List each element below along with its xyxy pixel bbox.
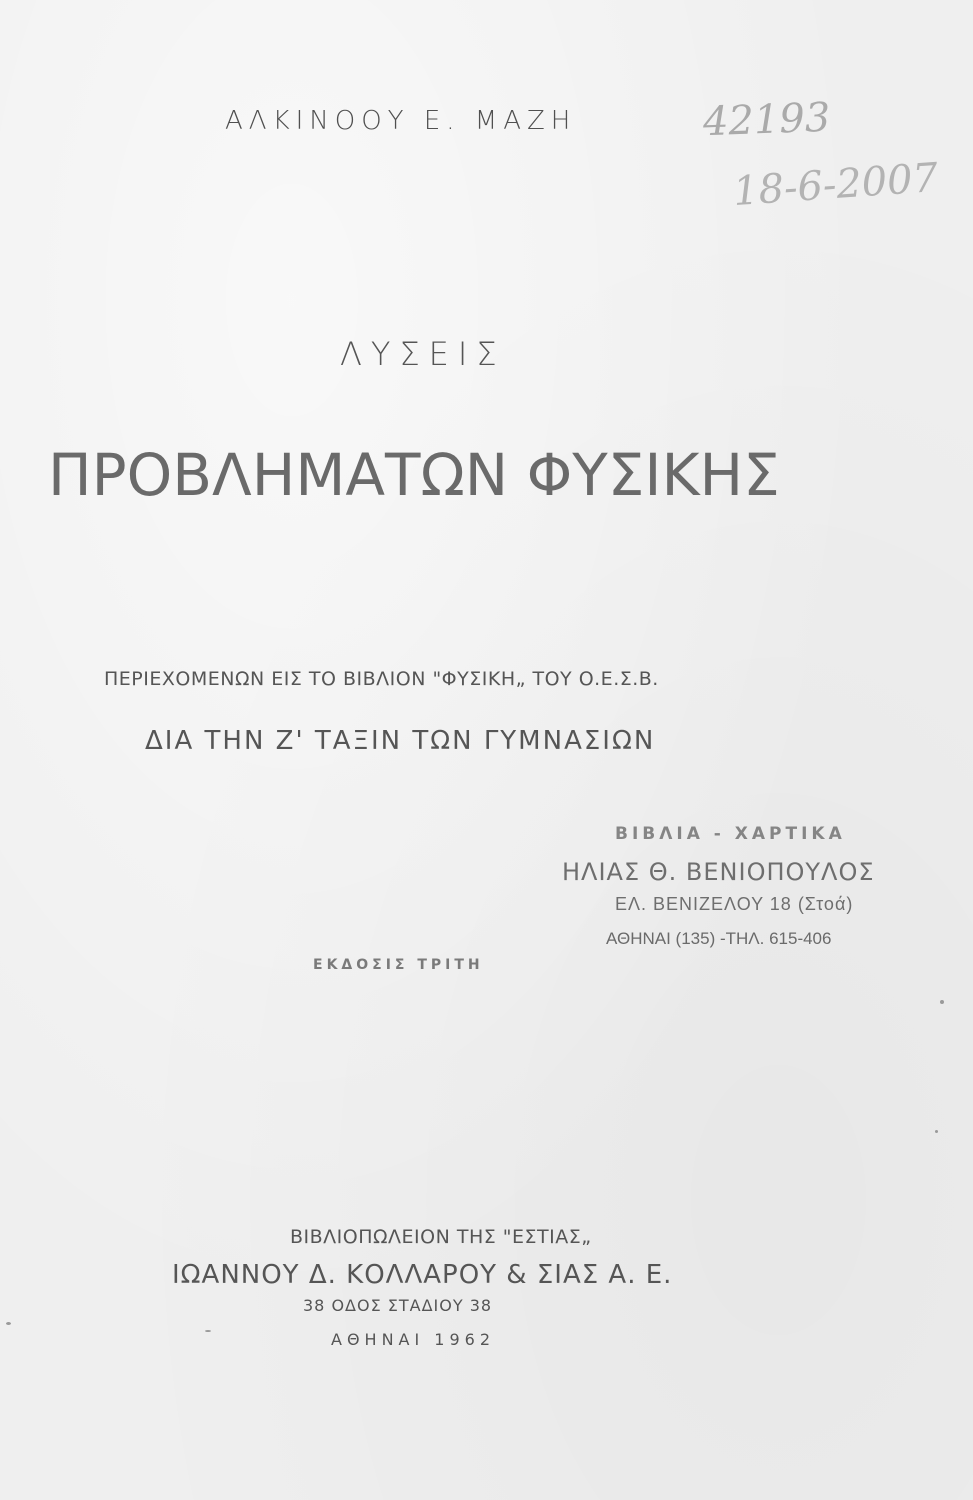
paper-speck	[205, 1330, 211, 1332]
handwritten-date: 18-6-2007	[731, 154, 940, 216]
publisher-line-2: ΙΩΑΝΝΟΥ Δ. ΚΟΛΛΑΡΟΥ & ΣΙΑΣ Α. Ε.	[172, 1260, 673, 1290]
edition-label: ΕΚΔΟΣΙΣ ΤΡΙΤΗ	[313, 957, 484, 973]
stamp-line-2: ΗΛΙΑΣ Θ. ΒΕΝΙΟΠΟΥΛΟΣ	[562, 858, 875, 886]
handwritten-catalog-number: 42193	[702, 94, 832, 146]
stamp-line-1: ΒΙΒΛΙΑ - ΧΑΡΤΙΚΑ	[615, 824, 846, 844]
publisher-city-year: ΑΘΗΝΑΙ 1962	[331, 1330, 496, 1349]
paper-speck	[935, 1130, 938, 1133]
paper-speck	[6, 1322, 11, 1325]
title-solutions: ΛΥΣΕΙΣ	[340, 335, 506, 373]
author-name: ΑΛΚΙΝΟΟΥ Ε. ΜΑΖΗ	[225, 106, 577, 136]
paper-speck	[940, 1000, 944, 1004]
subtitle-class: ΔΙΑ ΤΗΝ Ζ' ΤΑΞΙΝ ΤΩΝ ΓΥΜΝΑΣΙΩΝ	[145, 726, 656, 756]
subtitle-contents: ΠΕΡΙΕΧΟΜΕΝΩΝ ΕΙΣ ΤΟ ΒΙΒΛΙΟΝ "ΦΥΣΙΚΗ„ ΤΟΥ Ο.Ε.Σ.Β.	[104, 668, 659, 690]
publisher-line-1: ΒΙΒΛΙΟΠΩΛΕΙΟΝ ΤΗΣ "ΕΣΤΙΑΣ„	[290, 1226, 592, 1248]
stamp-line-3: ΕΛ. ΒΕΝΙΖΕΛΟΥ 18 (Στοά)	[615, 894, 854, 914]
main-title: ΠΡΟΒΛΗΜΑΤΩΝ ΦΥΣΙΚΗΣ	[48, 441, 780, 509]
stamp-line-4: ΑΘΗΝΑΙ (135) -ΤΗΛ. 615-406	[606, 929, 832, 948]
publisher-address: 38 ΟΔΟΣ ΣΤΑΔΙΟΥ 38	[303, 1296, 493, 1315]
